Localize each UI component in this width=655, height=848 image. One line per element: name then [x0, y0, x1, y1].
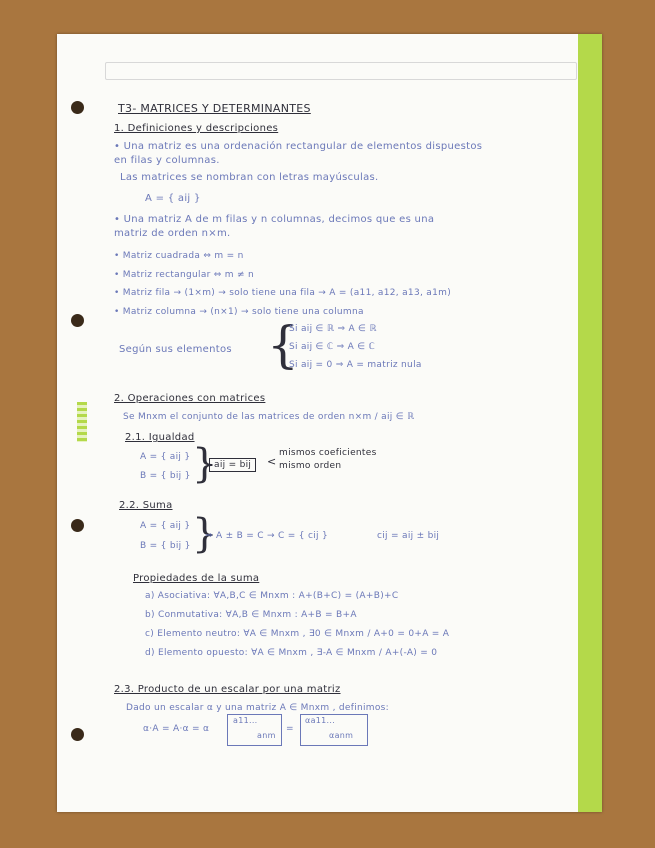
sub21-heading: 2.1. Igualdad: [125, 432, 195, 443]
matrix-entry: αa11...: [305, 716, 336, 725]
bullet-item: • Matriz columna → (n×1) → solo tiene una columna: [114, 307, 364, 317]
margin-tab: [77, 402, 87, 442]
brace: }: [192, 441, 218, 487]
less-than-sign: <: [267, 455, 277, 468]
equality-note: mismos coeficientes: [279, 448, 377, 458]
sum-coeff: cij = aij ± bij: [377, 531, 440, 541]
brace: {: [267, 316, 299, 374]
sum-result: ⇒ A ± B = C → C = { cij }: [205, 531, 328, 541]
section2-heading: 2. Operaciones con matrices: [114, 393, 266, 404]
sub22-heading: 2.2. Suma: [119, 500, 173, 511]
section1-text: • Una matriz es una ordenación rectangular de elementos dispuestos: [114, 141, 483, 152]
notebook-page: [57, 34, 602, 812]
matrix-entry: anm: [257, 731, 276, 740]
matrix-def: B = { bij }: [140, 541, 191, 551]
section2-intro: Se Mnxm el conjunto de las matrices de orden n×m / aij ∈ ℝ: [123, 412, 415, 422]
case-item: Si aij ∈ ℝ ⇒ A ∈ ℝ: [289, 324, 377, 334]
section1-text: Las matrices se nombran con letras mayúsculas.: [120, 172, 379, 183]
header-box: [105, 62, 577, 80]
matrix-entry: αanm: [329, 731, 354, 740]
formula: A = { aij }: [145, 193, 201, 204]
scalar-formula: α·A = A·α = α: [143, 724, 210, 734]
binder-hole: [71, 519, 84, 532]
equals-sign: =: [286, 724, 294, 734]
sub23-text: Dado un escalar α y una matriz A ∈ Mnxm , definimos:: [126, 703, 390, 713]
sub23-heading: 2.3. Producto de un escalar por una matriz: [114, 684, 341, 695]
equality-box: aij = bij: [209, 458, 256, 472]
property-item: c) Elemento neutro: ∀A ∈ Mnxm , ∃0 ∈ Mnxm / A+0 = 0+A = A: [145, 629, 450, 639]
binder-hole: [71, 101, 84, 114]
section1-text: matriz de orden n×m.: [114, 228, 231, 239]
section1-text: en filas y columnas.: [114, 155, 220, 166]
binder-hole: [71, 314, 84, 327]
property-item: b) Conmutativa: ∀A,B ∈ Mnxm : A+B = B+A: [145, 610, 357, 620]
bullet-item: • Matriz cuadrada ⇔ m = n: [114, 251, 244, 261]
matrix-def: A = { aij }: [140, 452, 191, 462]
property-item: d) Elemento opuesto: ∀A ∈ Mnxm , ∃-A ∈ Mnxm / A+(-A) = 0: [145, 648, 438, 658]
elements-label: Según sus elementos: [119, 344, 232, 355]
page-edge-strip: [578, 34, 602, 812]
matrix-def: B = { bij }: [140, 471, 191, 481]
binder-hole: [71, 728, 84, 741]
section1-heading: 1. Definiciones y descripciones: [114, 123, 279, 134]
page-title: T3- MATRICES Y DETERMINANTES: [118, 102, 311, 115]
matrix-entry: a11...: [233, 716, 258, 725]
property-item: a) Asociativa: ∀A,B,C ∈ Mnxm : A+(B+C) = (A+B)+C: [145, 591, 399, 601]
case-item: Si aij = 0 ⇒ A = matriz nula: [289, 360, 422, 370]
equality-note: mismo orden: [279, 461, 342, 471]
bullet-item: • Matriz fila → (1×m) → solo tiene una fila → A = (a11, a12, a13, a1m): [114, 288, 452, 298]
props-heading: Propiedades de la suma: [133, 573, 260, 584]
bullet-item: • Matriz rectangular ⇔ m ≠ n: [114, 270, 255, 280]
section1-text: • Una matriz A de m filas y n columnas, decimos que es una: [114, 214, 435, 225]
matrix-def: A = { aij }: [140, 521, 191, 531]
case-item: Si aij ∈ ℂ ⇒ A ∈ ℂ: [289, 342, 376, 352]
brace: }: [192, 511, 218, 557]
